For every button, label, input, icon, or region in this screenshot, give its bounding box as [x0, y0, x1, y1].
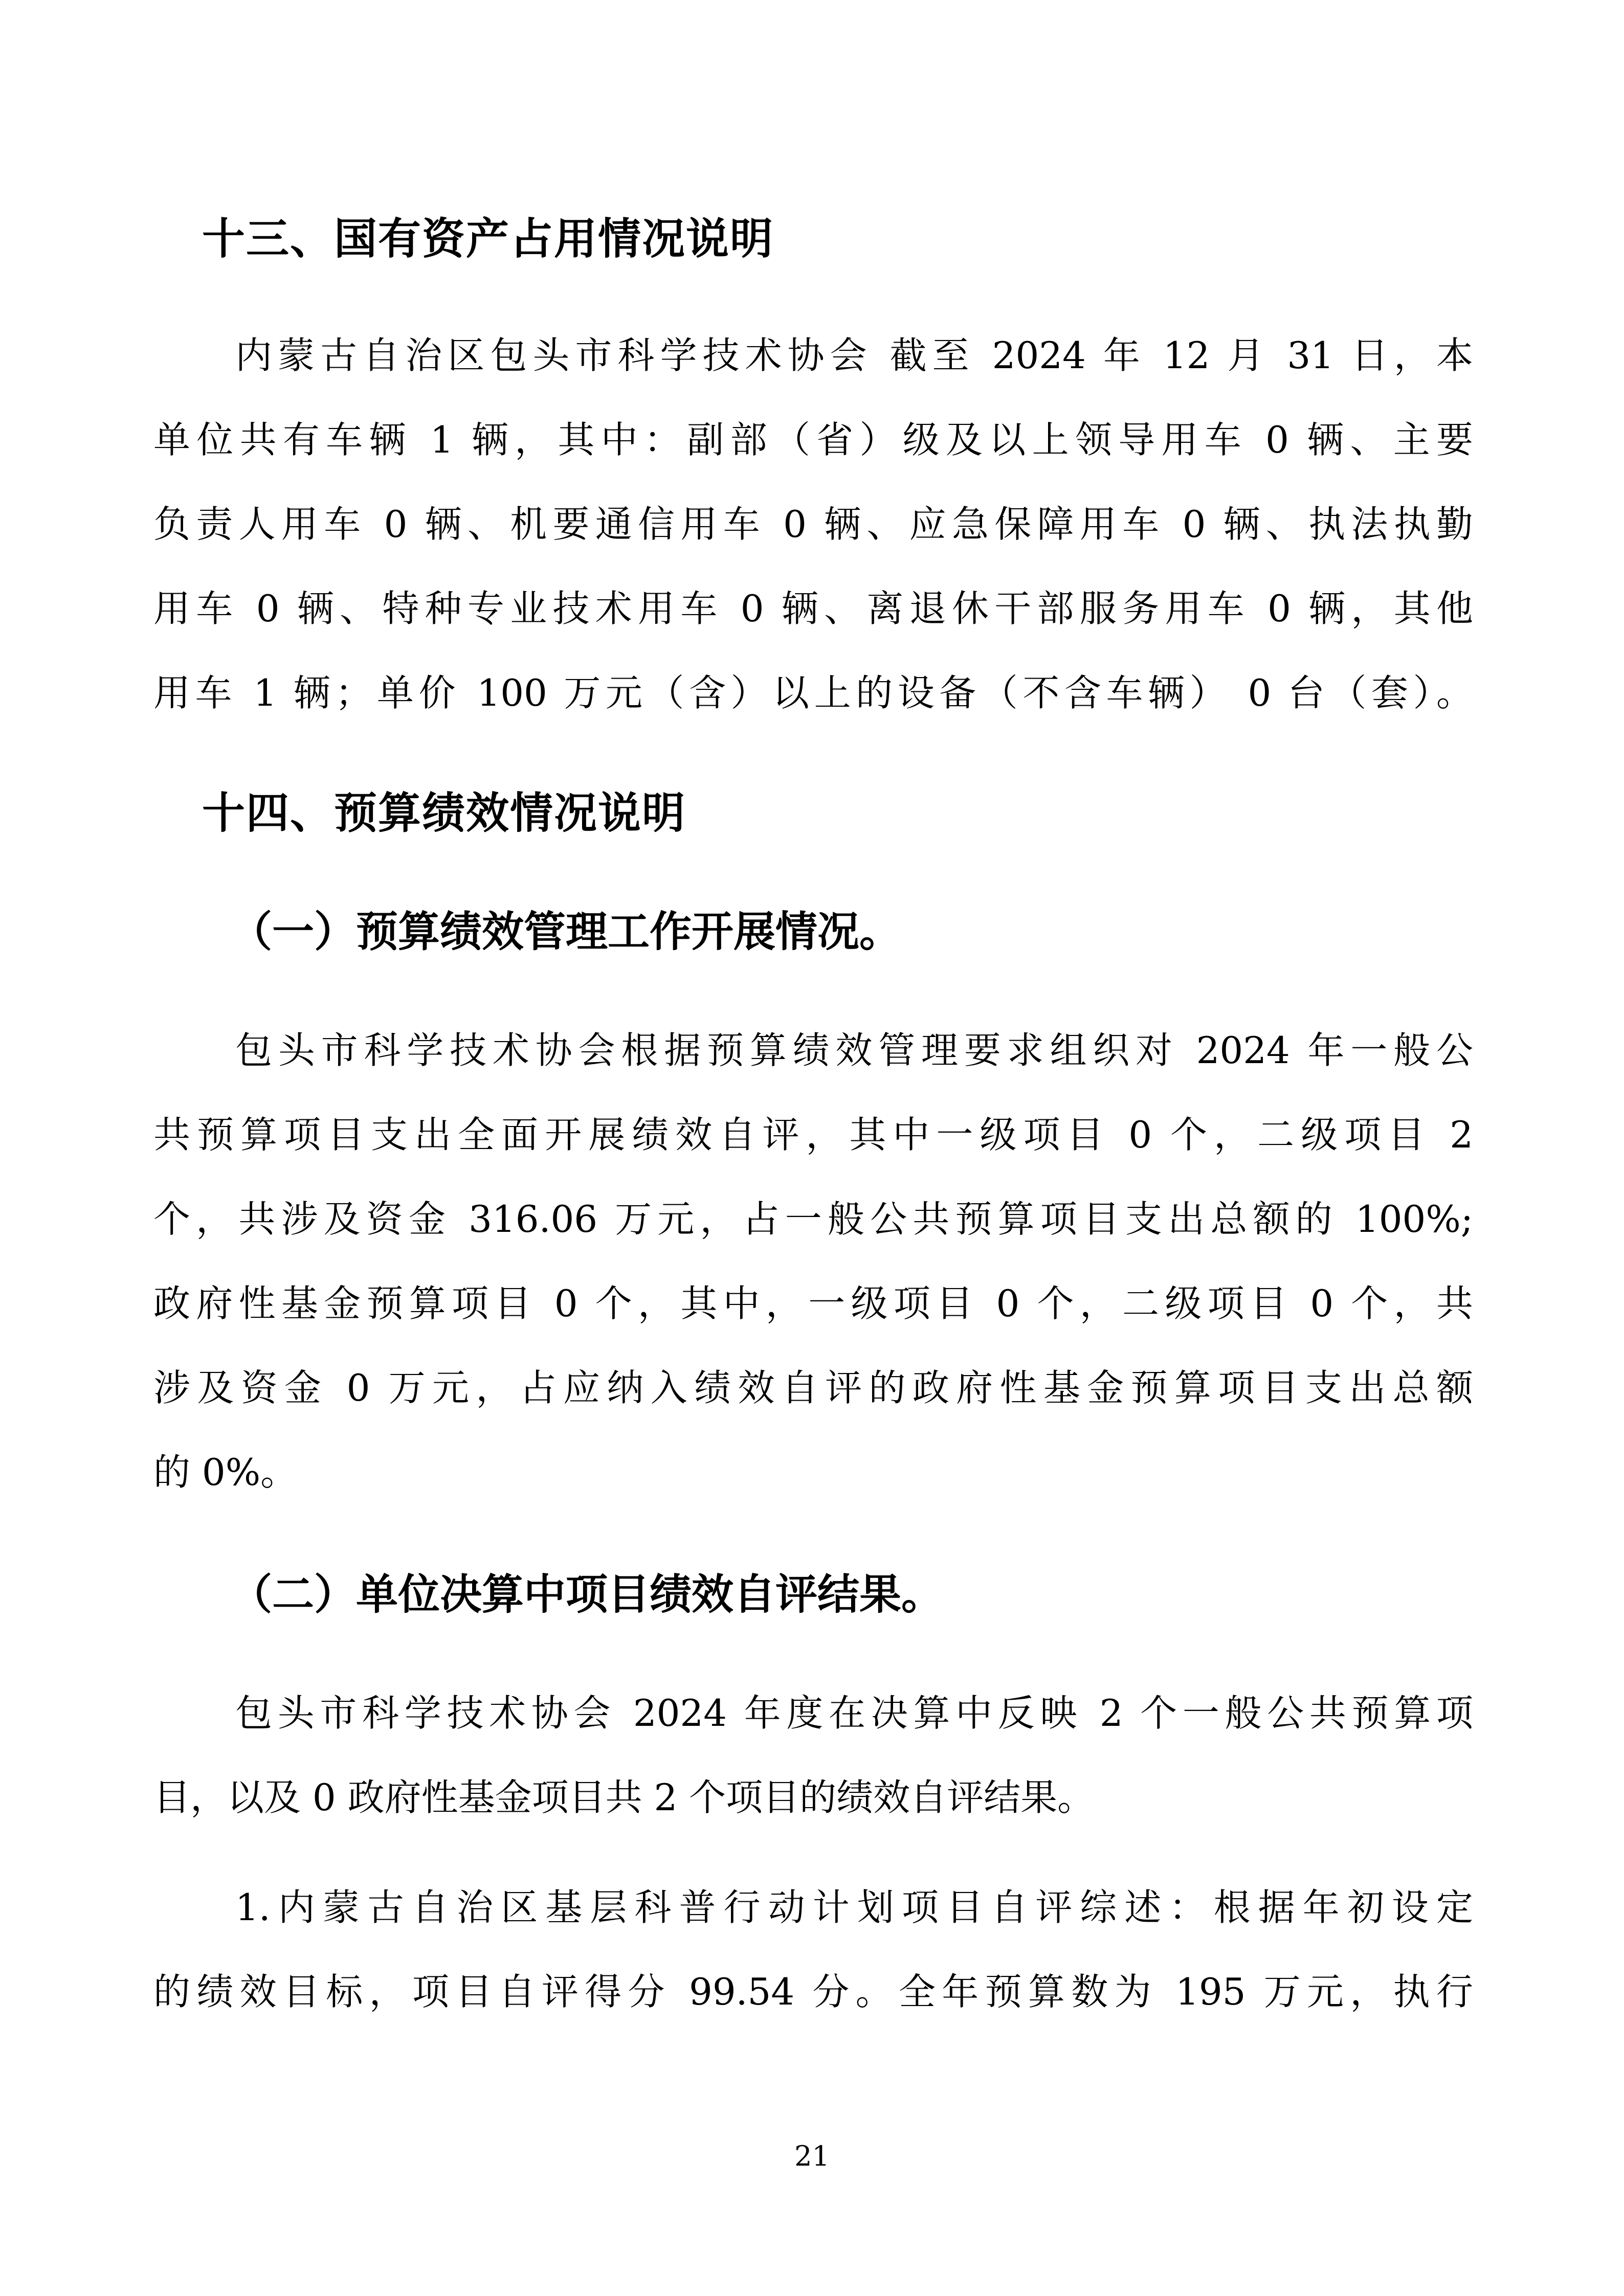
text-line: 涉及资金 0 万元，占应纳入绩效自评的政府性基金预算项目支出总额 — [153, 1366, 1473, 1409]
section-14-heading: 十四、预算绩效情况说明 — [202, 788, 686, 838]
text-line: 共预算项目支出全面开展绩效自评，其中一级项目 0 个，二级项目 2 — [153, 1113, 1473, 1156]
section-14-sub-1-paragraph — [153, 1008, 1473, 1515]
text-line: 个，共涉及资金 316.06 万元，占一般公共预算项目支出总额的 100%; — [153, 1198, 1473, 1241]
text-line: 负责人用车 0 辆、机要通信用车 0 辆、应急保障用车 0 辆、执法执勤 — [153, 503, 1473, 546]
section-14-sub-1-heading: （一）预算绩效管理工作开展情况。 — [230, 907, 902, 956]
text-line: 1.内蒙古自治区基层科普行动计划项目自评综述：根据年初设定 — [235, 1886, 1473, 1929]
section-14-sub-2-paragraph-1 — [153, 1671, 1473, 1840]
section-14-sub-2-heading: （二）单位决算中项目绩效自评结果。 — [230, 1570, 944, 1619]
text-line: 包头市科学技术协会根据预算绩效管理要求组织对 2024 年一般公 — [235, 1029, 1473, 1072]
text-line: 用车 0 辆、特种专业技术用车 0 辆、离退休干部服务用车 0 辆，其他 — [153, 587, 1473, 630]
text-line: 包头市科学技术协会 2024 年度在决算中反映 2 个一般公共预算项 — [235, 1692, 1473, 1735]
text-line: 的 0%。 — [153, 1451, 298, 1494]
text-line: 用车 1 辆；单价 100 万元（含）以上的设备（不含车辆） 0 台（套）。 — [153, 671, 1473, 714]
section-14-sub-2-paragraph-2 — [153, 1865, 1473, 2034]
text-line: 目，以及 0 政府性基金项目共 2 个项目的绩效自评结果。 — [153, 1776, 1095, 1819]
page-number: 21 — [794, 2140, 830, 2172]
text-line: 内蒙古自治区包头市科学技术协会 截至 2024 年 12 月 31 日，本 — [235, 334, 1473, 377]
text-line: 单位共有车辆 1 辆，其中：副部（省）级及以上领导用车 0 辆、主要 — [153, 418, 1473, 461]
section-13-paragraph — [153, 313, 1473, 735]
text-line: 的绩效目标，项目自评得分 99.54 分。全年预算数为 195 万元，执行 — [153, 1970, 1473, 2013]
text-line: 政府性基金预算项目 0 个，其中，一级项目 0 个，二级项目 0 个，共 — [153, 1282, 1473, 1325]
section-13-heading: 十三、国有资产占用情况说明 — [202, 214, 774, 264]
